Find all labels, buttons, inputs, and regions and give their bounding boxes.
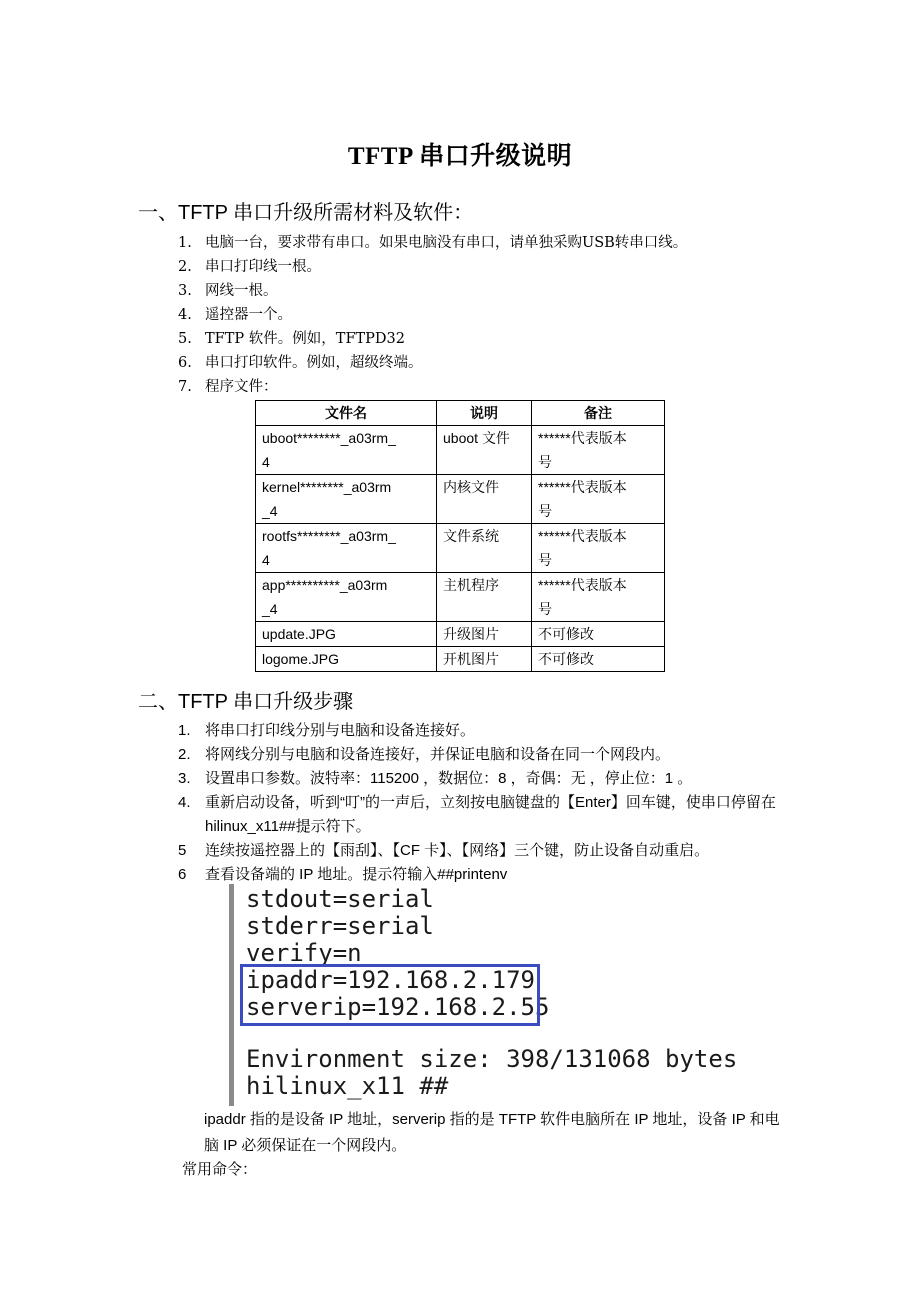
- section-2-heading: 二、TFTP 串口升级步骤: [138, 691, 354, 713]
- table-row: [256, 426, 665, 475]
- column-header: 备注: [532, 401, 665, 426]
- table-row: [256, 573, 665, 622]
- description-cell: 文件系统: [437, 524, 532, 573]
- table-row: [256, 475, 665, 524]
- terminal-line: Environment size: 398/131068 bytes: [246, 1045, 738, 1073]
- table-row: [256, 622, 665, 647]
- section-1-heading: 一、TFTP 串口升级所需材料及软件：: [138, 202, 474, 224]
- terminal-line: verify=n: [246, 939, 362, 967]
- terminal-line: hilinux_x11 ##: [246, 1072, 449, 1100]
- description-cell: uboot 文件: [437, 426, 532, 475]
- file-name-cell: rootfs********_a03rm_ 4: [256, 524, 437, 573]
- description-cell: 开机图片: [437, 647, 532, 672]
- description-cell: 升级图片: [437, 622, 532, 647]
- terminal-line: ipaddr=192.168.2.179: [246, 966, 535, 994]
- column-header: 文件名: [256, 401, 437, 426]
- file-name-cell: uboot********_a03rm_ 4: [256, 426, 437, 475]
- page-title: TFTP 串口升级说明: [347, 143, 573, 170]
- ip-explanation-paragraph: ipaddr 指的是设备 IP 地址，serverip 指的是 TFTP 软件电脑所在 IP 地址，设备 IP 和电脑 IP 必须保证在一个网段内。: [204, 1111, 780, 1154]
- file-name-cell: app**********_a03rm _4: [256, 573, 437, 622]
- description-cell: 内核文件: [437, 475, 532, 524]
- description-cell: 主机程序: [437, 573, 532, 622]
- table-header-row: [256, 401, 665, 426]
- note-cell: ******代表版本 号: [532, 573, 665, 622]
- printenv-terminal-screenshot: [229, 884, 738, 1106]
- note-cell: ******代表版本 号: [532, 475, 665, 524]
- table-row: [256, 524, 665, 573]
- terminal-line: serverip=192.168.2.55: [246, 993, 550, 1021]
- note-cell: 不可修改: [532, 622, 665, 647]
- file-name-cell: kernel********_a03rm _4: [256, 475, 437, 524]
- terminal-line: stderr=serial: [246, 912, 434, 940]
- file-name-cell: update.JPG: [256, 622, 437, 647]
- program-files-table: [255, 400, 665, 672]
- file-name-cell: logome.JPG: [256, 647, 437, 672]
- column-header: 说明: [437, 401, 532, 426]
- ip-highlight-box: [240, 964, 540, 1026]
- note-cell: ******代表版本 号: [532, 426, 665, 475]
- note-cell: 不可修改: [532, 647, 665, 672]
- common-commands-label: 常用命令：: [182, 1160, 258, 1178]
- table-row: [256, 647, 665, 672]
- note-cell: ******代表版本 号: [532, 524, 665, 573]
- terminal-line: stdout=serial: [246, 885, 434, 913]
